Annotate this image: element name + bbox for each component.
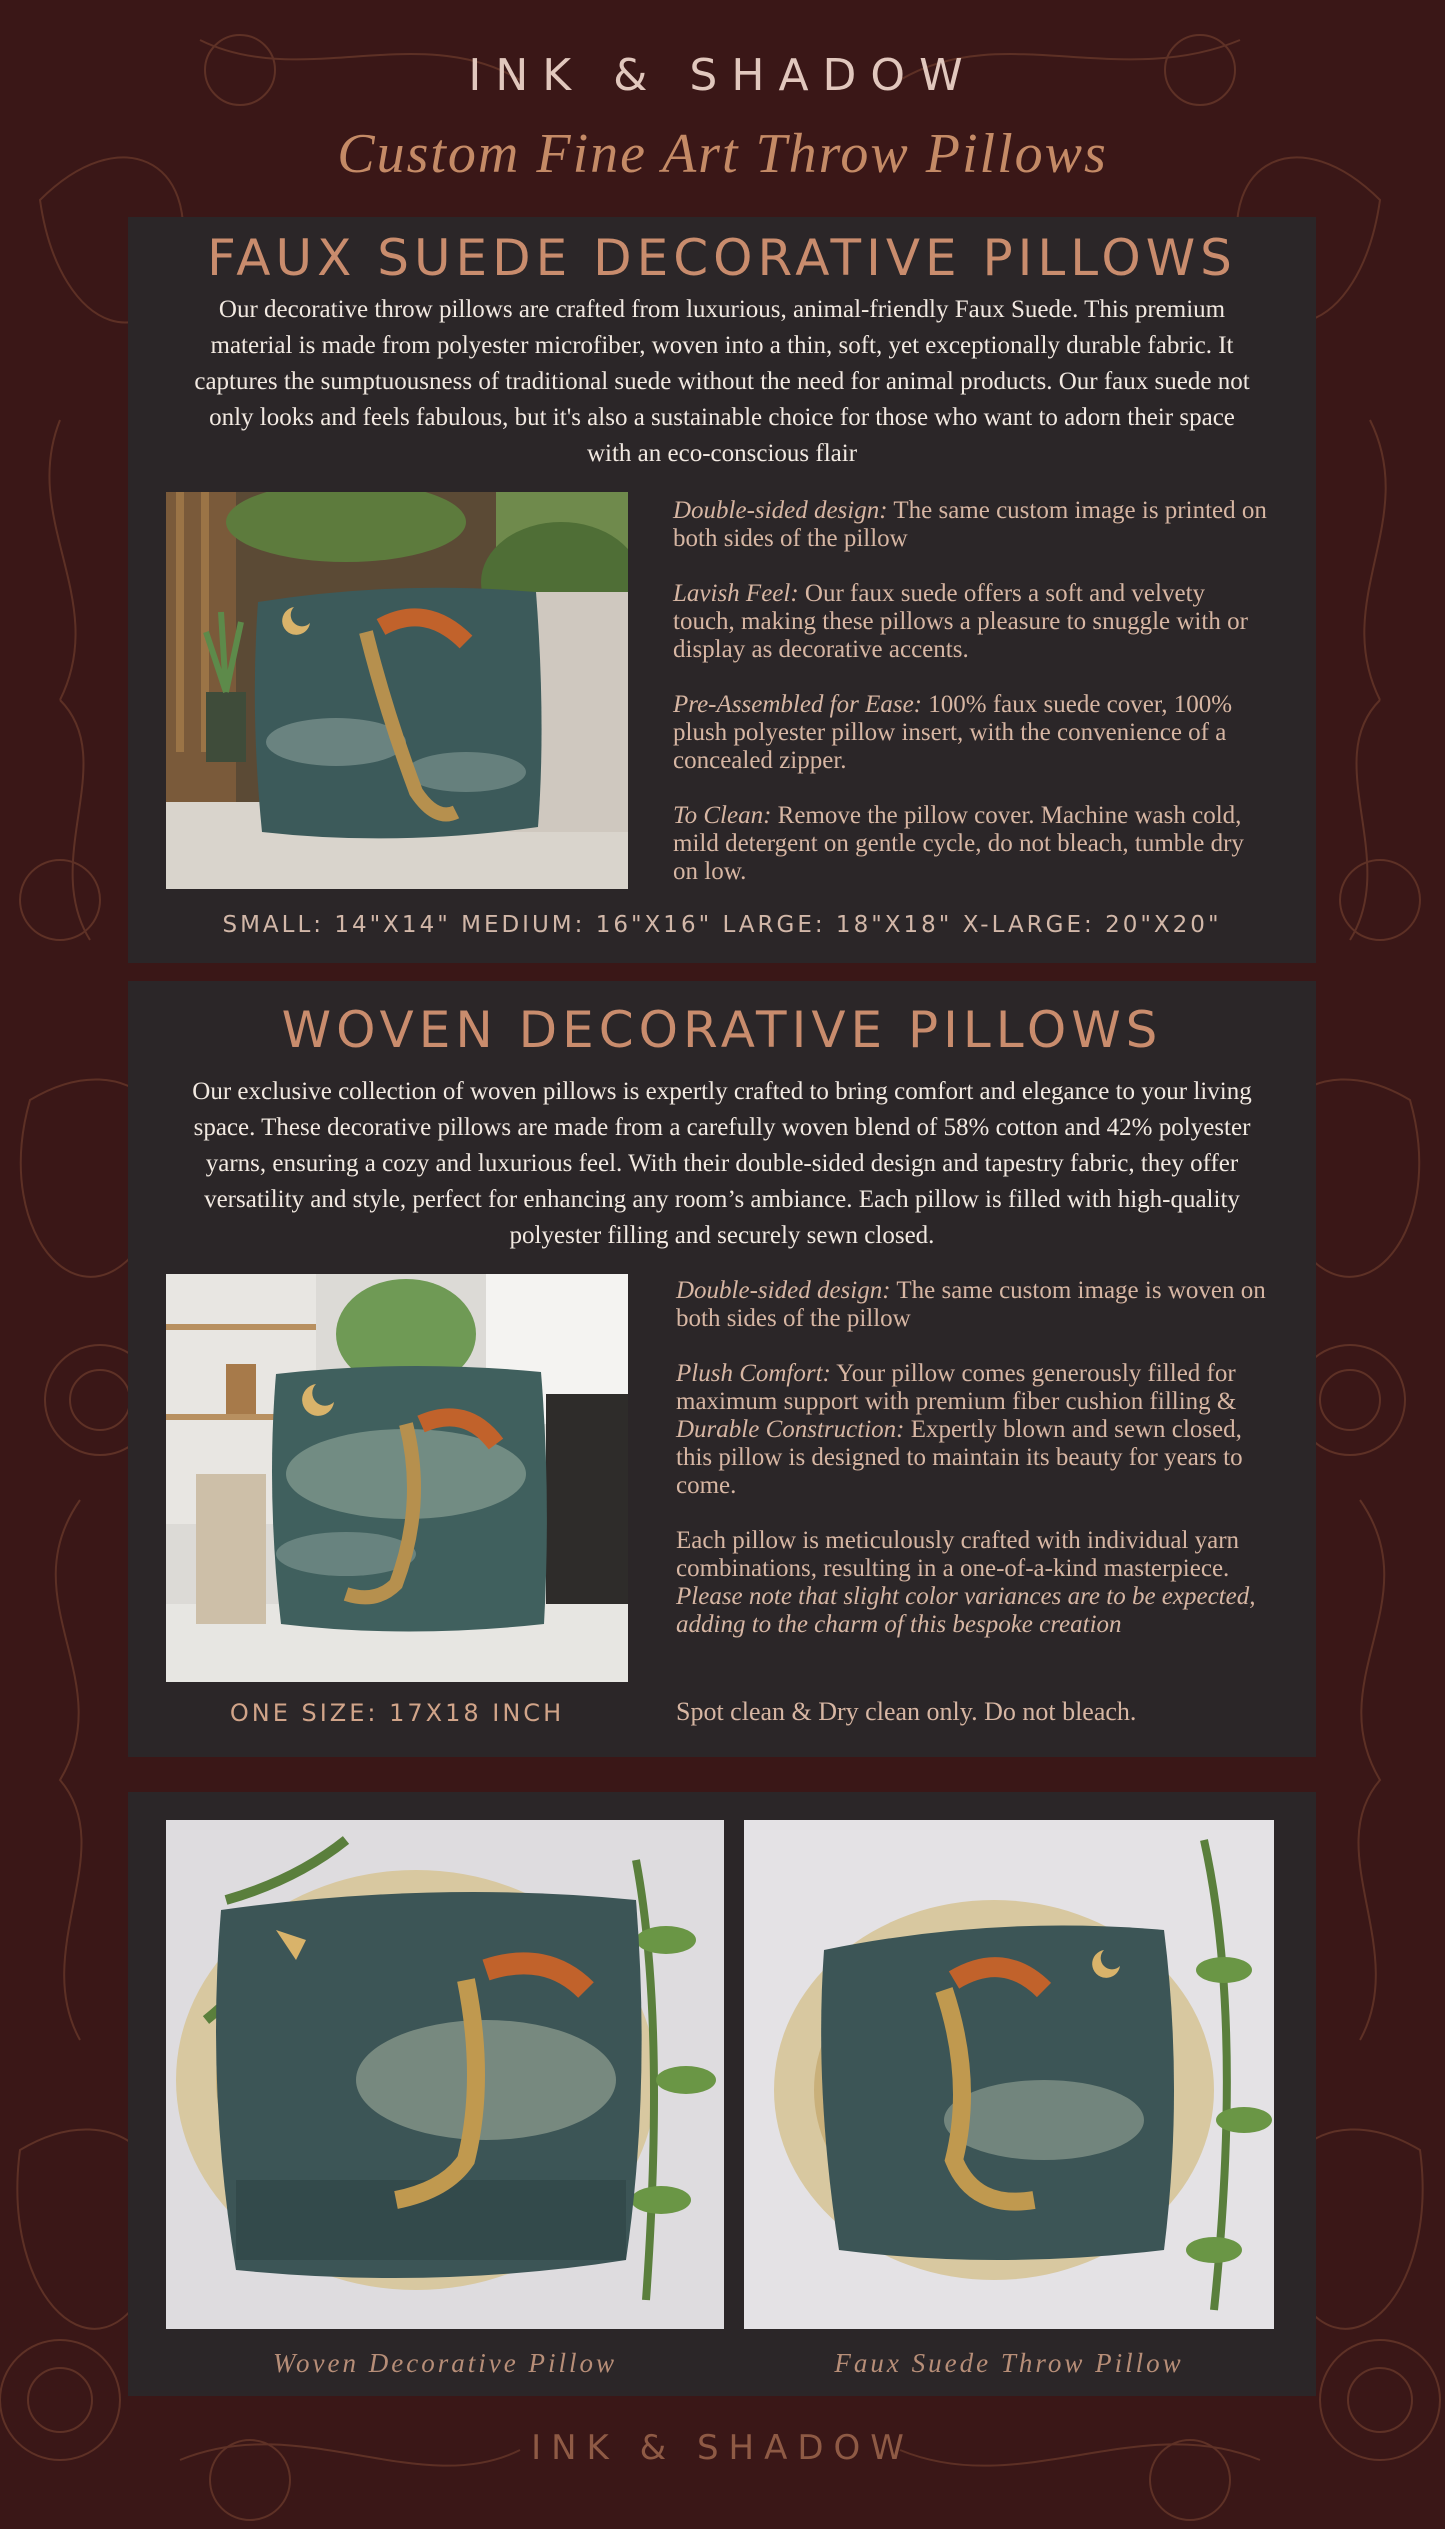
brand-footer: INK & SHADOW — [531, 2428, 914, 2468]
woven-feature: Plush Comfort: Your pillow comes generously filled for maximum support with premium fiber cushion filling & Durable Construction: Expertly blown and sewn closed, this pillow is designed to maintain its beauty for years to come. — [676, 1360, 1243, 1499]
suede-feature: To Clean: Remove the pillow cover. Machine wash cold, mild detergent on gentle cycle, do not bleach, tumble dry on low. — [673, 802, 1244, 885]
woven-section-title: WOVEN DECORATIVE PILLOWS — [281, 1001, 1163, 1059]
brand-subtitle: Custom Fine Art Throw Pillows — [337, 123, 1108, 185]
suede-pillow-caption: Faux Suede Throw Pillow — [834, 2348, 1184, 2378]
suede-size-list: SMALL: 14"X14" MEDIUM: 16"X16" LARGE: 18"X18" X-LARGE: 20"X20" — [222, 912, 1222, 938]
gallery-section — [128, 1792, 1316, 2396]
woven-pillow-basket-photo — [166, 1820, 724, 2329]
suede-feature: Lavish Feel: Our faux suede offers a soft and velvety touch, making these pillows a pleasure to snuggle with or display as decorative accents. — [673, 580, 1248, 663]
woven-feature-list — [676, 1277, 1276, 1666]
suede-section-title: FAUX SUEDE DECORATIVE PILLOWS — [207, 229, 1237, 287]
woven-feature: Each pillow is meticulously crafted with individual yarn combinations, resulting in a one-of-a-kind masterpiece. Please note that slight color variances are to be expected, adding to the charm of this bespoke creation — [676, 1527, 1256, 1638]
suede-intro-text: Our decorative throw pillows are crafted from luxurious, animal-friendly Faux Suede. This premium material is made from polyester microfiber, woven into a thin, soft, yet exceptionally durable fabric. It captures the sumptuousness of traditional suede without the need for animal products. Our faux suede not only looks and feels fabulous, but it's also a sustainable choice for those who want to adorn their space with an eco-conscious flair — [194, 296, 1250, 467]
faux-suede-section — [128, 217, 1316, 963]
woven-pillow-caption: Woven Decorative Pillow — [273, 2348, 617, 2378]
woven-care-instructions: Spot clean & Dry clean only. Do not bleach. — [676, 1697, 1137, 1726]
woven-feature: Double-sided design: The same custom image is woven on both sides of the pillow — [676, 1277, 1266, 1332]
brand-title: INK & SHADOW — [468, 50, 977, 101]
suede-feature: Pre-Assembled for Ease: 100% faux suede cover, 100% plush polyester pillow insert, with the convenience of a concealed zipper. — [673, 691, 1233, 774]
suede-feature-list — [673, 497, 1273, 913]
suede-pillow-basket-photo — [744, 1820, 1274, 2329]
woven-section — [128, 981, 1316, 1757]
suede-pillow-photo — [166, 492, 628, 889]
woven-size-label: ONE SIZE: 17X18 INCH — [229, 1699, 565, 1727]
suede-feature: Double-sided design: The same custom image is printed on both sides of the pillow — [673, 497, 1267, 552]
woven-intro-text: Our exclusive collection of woven pillows is expertly crafted to bring comfort and elegance to your living space. These decorative pillows are made from a carefully woven blend of 58% cotton and 42% polyester yarns, ensuring a cozy and luxurious feel. With their double-sided design and tapestry fabric, they offer versatility and style, perfect for enhancing any room’s ambiance. Each pillow is filled with high-quality polyester filling and securely sewn closed. — [192, 1078, 1252, 1249]
woven-pillow-photo — [166, 1274, 628, 1682]
